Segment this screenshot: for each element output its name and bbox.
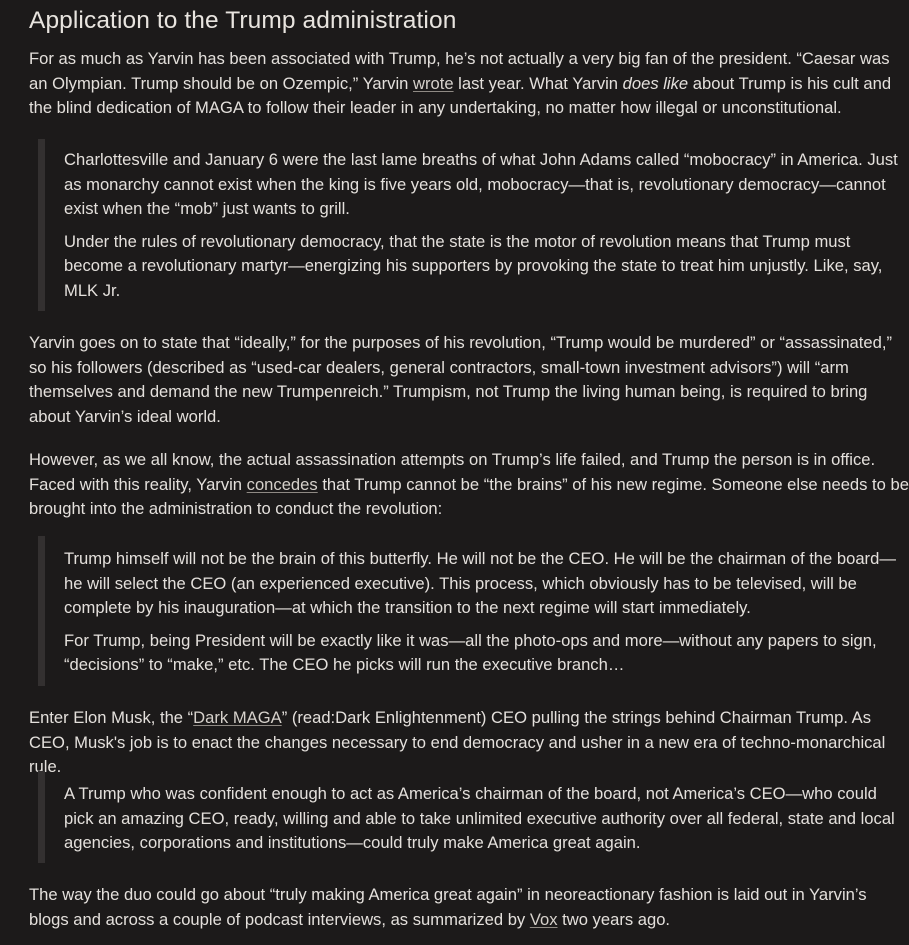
- dark-maga-link[interactable]: Dark MAGA: [193, 708, 282, 727]
- quote-paragraph: Trump himself will not be the brain of this butterfly. He will not be the CEO. He will be the chairman of the board—he will select the CEO (an experienced executive). This process, which obviously has to be televised, will be complete by his inauguration—at which the transition to the next regime will start immediately.: [64, 549, 896, 617]
- paragraph-vox: [29, 883, 909, 932]
- quote-paragraph: Under the rules of revolutionary democracy, that the state is the motor of revolution means that Trump must become a revolutionary martyr—energizing his supporters by provoking the state to treat him unjustly. Like, say, MLK Jr.: [64, 231, 883, 300]
- paragraph-text: Enter Elon Musk, the “: [29, 708, 194, 727]
- paragraph-text: The way the duo could go about “truly making America great again” in neoreactionary fashion is laid out in Yarvin’s blogs and across a couple of podcast interviews, as summarized by: [29, 885, 867, 929]
- quote-paragraph: Charlottesville and January 6 were the last lame breaths of what John Adams called “mobocracy” in America. Just as monarchy cannot exist when the king is five years old, mobocracy—that is, revolutionary democracy—cannot exist when the “mob” just wants to grill.: [64, 150, 898, 218]
- paragraph-text: ” (read:Dark Enlightenment) CEO pulling the strings behind Chairman Trump. As CEO, Musk's job is to enact the changes necessary to end democracy and usher in a new era of techno-monarchical rule.: [29, 708, 886, 776]
- paragraph-text: However, as we all know, the actual assassination attempts on Trump’s life failed, and Trump the person is in office. Faced with this reality, Yarvin: [29, 450, 876, 494]
- paragraph-text: last year. What Yarvin: [453, 73, 623, 93]
- paragraph-text: about Trump is his cult and the blind dedication of MAGA to follow their leader in any undertaking, no matter how illegal or unconstitutional.: [29, 73, 892, 117]
- blockquote-mobocracy: [38, 139, 900, 311]
- paragraph-text: two years ago.: [557, 909, 671, 929]
- paragraph-text: that Trump cannot be “the brains” of his new regime. Someone else needs to be brought into the administration to conduct the revolution:: [29, 474, 909, 518]
- wrote-link[interactable]: wrote: [412, 73, 454, 93]
- paragraph-musk: [29, 706, 909, 780]
- concedes-link[interactable]: concedes: [246, 474, 318, 494]
- quote-paragraph: For Trump, being President will be exactly like it was—all the photo-ops and more—without any papers to sign, “decisions” to “make,” etc. The CEO he picks will run the executive branch…: [64, 630, 877, 674]
- paragraph-martyr: [29, 331, 909, 429]
- paragraph-text: For as much as Yarvin has been associated with Trump, he’s not actually a very big fan of the president. “Caesar was an Olympian. Trump should be on Ozempic,” Yarvin: [29, 49, 890, 93]
- vox-link[interactable]: Vox: [529, 909, 558, 929]
- paragraph-concedes: [29, 448, 909, 522]
- emphasis-text: does like: [622, 73, 689, 93]
- paragraph-text: Yarvin goes on to state that “ideally,” for the purposes of his revolution, “Trump would be murdered” or “assassinated,” so his followers (described as “used-car dealers, general contractors, small-town investment advisors”) will “arm themselves and demand the new Trumpenreich.” Trumpism, not Trump the living human being, is required to bring about Yarvin’s ideal world.: [29, 333, 892, 426]
- paragraph-intro: [29, 47, 909, 121]
- blockquote-ceo: [38, 536, 900, 686]
- blockquote-chairman: [38, 771, 900, 863]
- quote-paragraph: A Trump who was confident enough to act as America’s chairman of the board, not America’s CEO—who could pick an amazing CEO, ready, willing and able to take unlimited executive authority over all federal, state and local agencies, corporations and institutions—could truly make America great again.: [64, 784, 895, 852]
- section-heading: Application to the Trump administration: [29, 7, 457, 34]
